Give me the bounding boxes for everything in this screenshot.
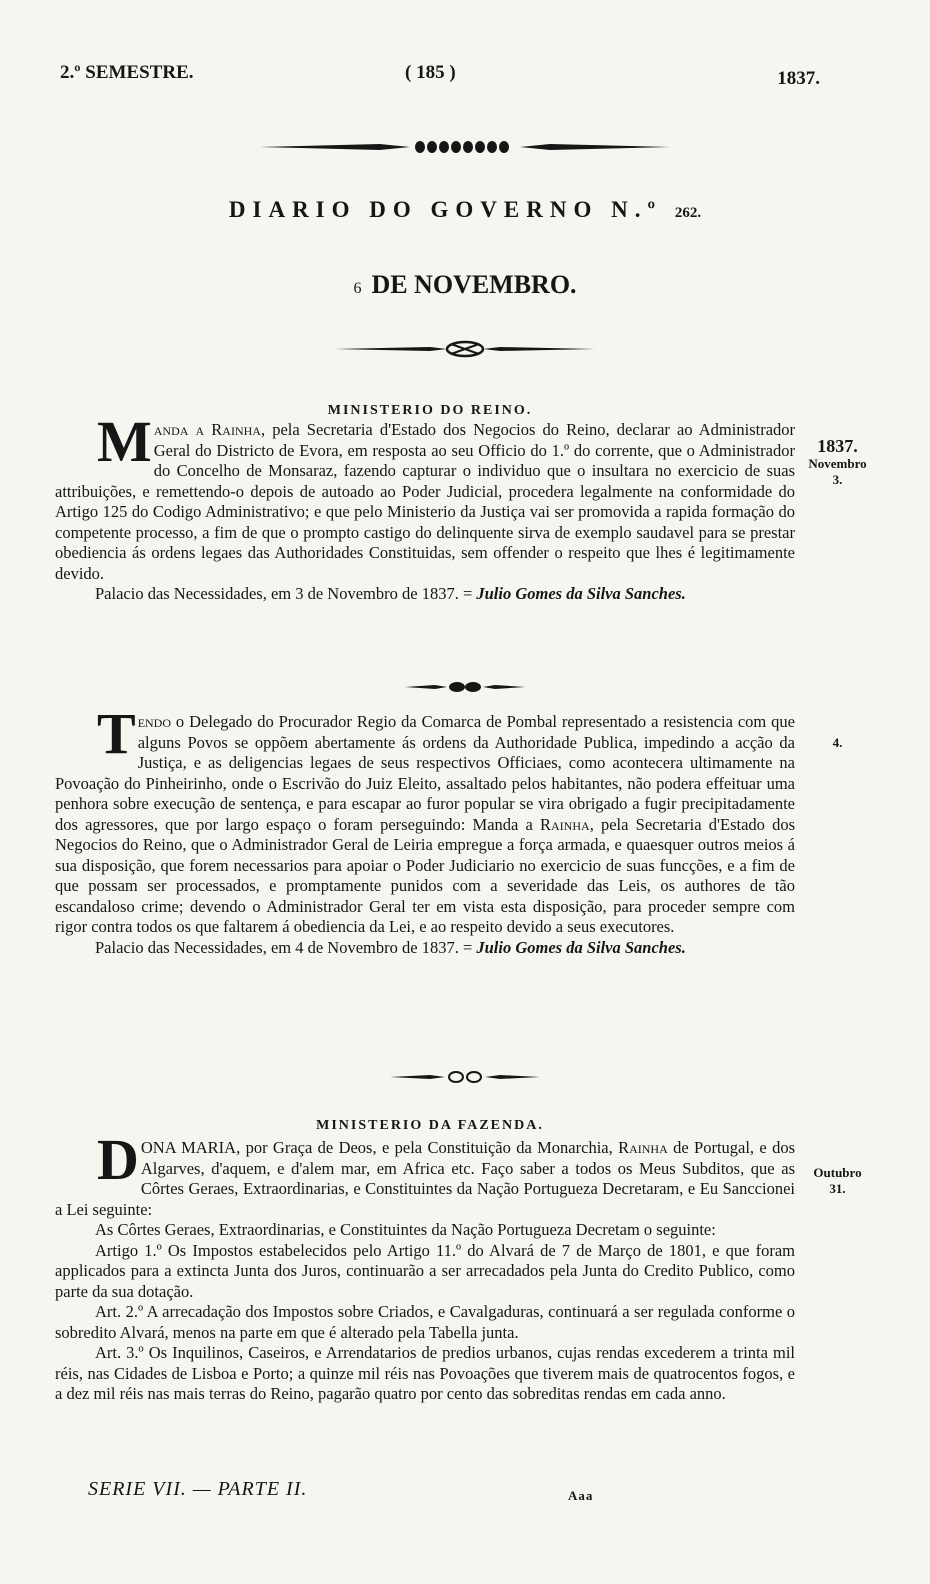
top-ornament (0, 135, 930, 163)
margin-year: 1837. (817, 436, 858, 456)
issue-day: 6 (353, 280, 362, 297)
article-body-2: , pela Secretaria d'Estado dos Negocios do Reino, que o Administrador Geral de Leiria empregue a força armada, e quaesquer outros meios á sua disposição, que forem necessarios para apoiar o Poder Judiciario no exercicio de suas funcções, e a fim de que possam ser processados, e promptamente punidos com a severidade das Leis, os authores de tão escandaloso crime; devendo o Administrador Geral ter em vista esta disposição, para proceder sempre com rigor contra todos os que faltarem á obediencia da Lei, e ao respeito devido a seus executores. (55, 814, 795, 936)
law-article-2: Art. 2.º A arrecadação dos Impostos sobre Criados, e Cavalgaduras, continuará a ser regulada conforme o sobredito Alvará, menos na parte em que é alterado pela Tabella junta. (55, 1302, 795, 1342)
law-article-3: Art. 3.º Os Inquilinos, Caseiros, e Arrendatarios de predios urbanos, cujas rendas excederem a trinta mil réis, nas Cidades de Lisboa e Porto; a quinze mil réis nas Povoações que tiverem mais de quatrocentos fogos, e a dez mil réis nas mais terras do Reino, pagarão quatro por cento das sobreditas rendas em cada anno. (55, 1343, 795, 1403)
margin-month: Outubro (813, 1165, 862, 1180)
header-year: 1837. (777, 68, 820, 89)
issue-date (0, 270, 930, 300)
margin-day: 3. (832, 472, 843, 487)
margin-date-2 (800, 735, 875, 751)
signature-mark: Aaa (568, 1488, 594, 1503)
masthead-title (0, 197, 930, 223)
article-signature (55, 938, 795, 959)
page-header (60, 62, 820, 92)
signature-name: Julio Gomes da Silva Sanches. (476, 937, 686, 957)
law-preamble: As Côrtes Geraes, Extraordinarias, e Constituintes da Nação Portugueza Decretam o seguinte: (95, 1220, 716, 1239)
law-article-1: Artigo 1.º Os Impostos estabelecidos pelo Artigo 11.º do Alvará de 7 de Março de 1801, e que foram applicados para a extincta Junta dos Juros, continuarão a ser arrecadados pela Junta do Credito Publico, como parte da sua dotação. (55, 1240, 795, 1301)
signature-place: Palacio das Necessidades, em 3 de Novembro de 1837. = (95, 584, 473, 603)
date-ornament (0, 340, 930, 362)
article-fazenda-law (55, 1127, 796, 1405)
margin-date-1 (800, 436, 875, 488)
article-lead: anda a Rainha (153, 420, 261, 439)
article-body: , por Graça de Deos, e pela Constituição da Monarchia, (236, 1138, 619, 1157)
page-number: ( 185 ) (405, 62, 456, 83)
article-body-2: de Portugal, e dos Algarves, d'aquem, e d'alem mar, em Africa etc. Faço saber a todos os Meus Subditos, que as Côrtes Geraes, Extraordinarias, e Constituintes da Nação Portugueza Decretaram, e Eu Sanccionei a Lei seguinte: (55, 1138, 796, 1219)
ministry-heading-reino: MINISTERIO DO REINO. (327, 403, 533, 418)
dropcap: D (97, 1127, 139, 1192)
article-signature (55, 584, 795, 605)
article-rainha: Rainha (618, 1138, 668, 1157)
margin-day: 4. (832, 735, 843, 750)
margin-day: 31. (829, 1181, 846, 1196)
masthead-text: DIARIO DO GOVERNO N.º (228, 197, 663, 222)
issue-number: 262. (674, 205, 702, 221)
margin-date-3 (800, 1165, 875, 1197)
signature-place: Palacio das Necessidades, em 4 de Novembro de 1837. = (95, 937, 473, 957)
ministry-heading-fazenda: MINISTERIO DA FAZENDA. (316, 1118, 544, 1133)
issue-month: DE NOVEMBRO. (371, 270, 577, 299)
article-reino-pombal (55, 701, 795, 958)
article-lead: endo (137, 712, 172, 731)
dropcap: T (97, 701, 136, 766)
separator-ornament-2 (0, 1068, 930, 1090)
margin-month: Novembro (808, 456, 867, 471)
dropcap: M (97, 409, 152, 474)
article-body: , pela Secretaria d'Estado dos Negocios do Reino, declarar ao Administrador Geral do Districto de Evora, em resposta ao seu Officio do 1.º do corrente, que o Administrador do Concelho de Monsaraz, fazendo capturar o individuo que o insultara no exercicio de suas attribuições, e remettendo-o depois de autoado ao Poder Judicial, procedera legalmente na conformidade do Artigo 125 do Codigo Administrativo; e que pelo Ministerio da Justiça vai ser promovida a rapida formação do competente processo, a fim de que o prompto castigo do delinquente sirva de exemplo saudavel para se prestar obediencia ás ordens legaes das Authoridades Constituidas, sem offender o respeito que lhes é legitimamente devido. (55, 420, 796, 583)
article-body: o Delegado do Procurador Regio da Comarca de Pombal representado a resistencia com que alguns Povos se oppõem abertamente ás ordens da Authoridade Publica, impedindo a acção da Justiça, e as deligencias legaes de seus respectivos Officiaes, como acontecera ultimamente na Povoação do Pinheirinho, onde o Escrivão do Juiz Eleito, assaltado pelos habitantes, não podera effeituar uma penhora sobre execução de sentença, e para escapar ao furor popular se vira obrigado a fugir precipitadamente dos agressores, que por largo espaço o foram perseguindo: Manda a (55, 712, 795, 834)
article-rainha: Rainha (540, 814, 590, 834)
signature-name: Julio Gomes da Silva Sanches. (476, 584, 686, 603)
series-label: SERIE VII. — PARTE II. (88, 1478, 308, 1500)
separator-ornament-1 (0, 678, 930, 700)
semester-label: 2.º SEMESTRE. (60, 62, 194, 83)
article-lead: ONA MARIA (140, 1138, 237, 1157)
